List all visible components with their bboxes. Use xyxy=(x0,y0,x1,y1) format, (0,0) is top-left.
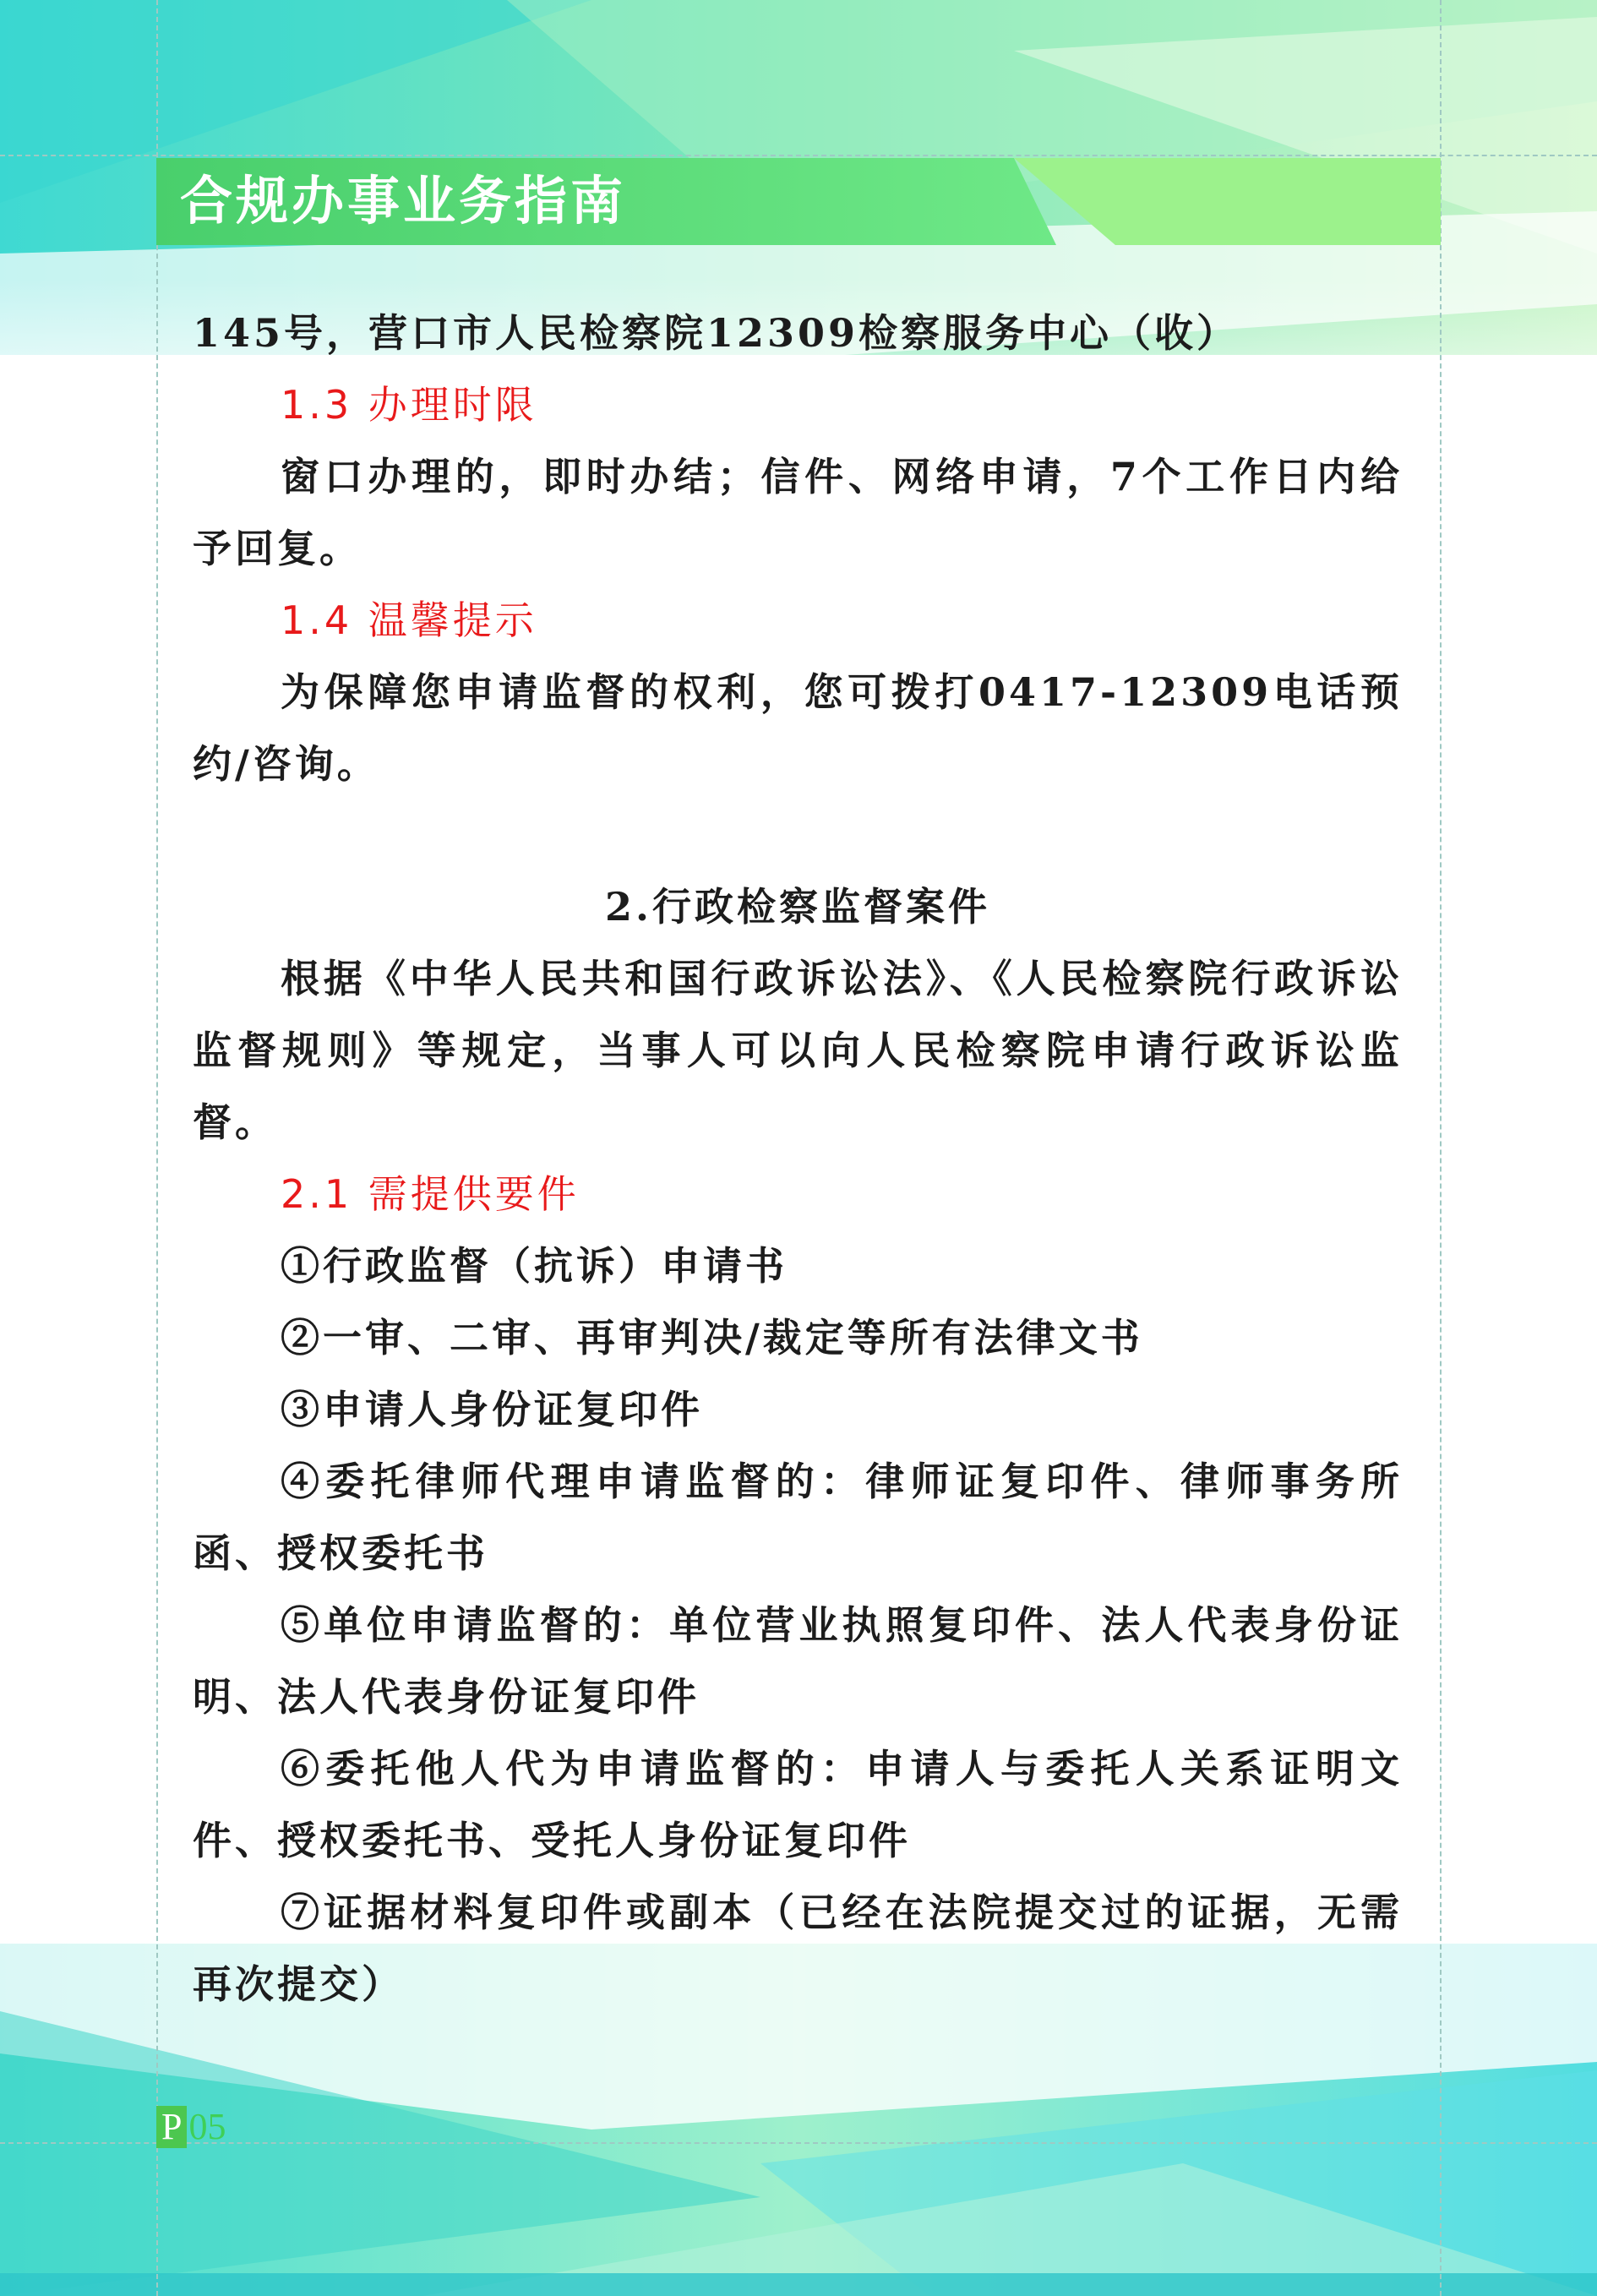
paragraph: ③申请人身份证复印件 xyxy=(281,1387,703,1432)
paragraph: ⑦证据材料复印件或副本（已经在法院提交过的证据，无需再次提交） xyxy=(193,1890,1403,2007)
paragraph: ⑥委托他人代为申请监督的：申请人与委托人关系证明文件、授权委托书、受托人身份证复印件 xyxy=(193,1746,1403,1863)
paragraph: ④委托律师代理申请监督的：律师证复印件、律师事务所函、授权委托书 xyxy=(193,1459,1403,1576)
paragraph: 窗口办理的，即时办结；信件、网络申请，7个工作日内给予回复。 xyxy=(193,454,1403,571)
subheading: 1.4 温馨提示 xyxy=(281,597,537,643)
section-title: 合规办事业务指南 xyxy=(180,170,627,232)
trim-line-right xyxy=(1440,0,1442,2296)
subheading: 1.3 办理时限 xyxy=(281,382,537,428)
trim-line-top xyxy=(0,155,1597,156)
trim-line-bottom xyxy=(0,2142,1597,2144)
section-heading: 2.行政检察监督案件 xyxy=(604,884,991,930)
paragraph: 为保障您申请监督的权利，您可拨打0417-12309电话预约/咨询。 xyxy=(193,669,1403,787)
page-footer xyxy=(156,2106,226,2148)
subheading: 2.1 需提供要件 xyxy=(281,1171,580,1217)
page-number: 05 xyxy=(188,2106,226,2147)
trim-line-left xyxy=(156,0,158,2296)
paragraph: 根据《中华人民共和国行政诉讼法》、《人民检察院行政诉讼监督规则》等规定，当事人可以向人民检察院申请行政诉讼监督。 xyxy=(193,956,1403,1145)
paragraph: 145号，营口市人民检察院12309检察服务中心（收） xyxy=(193,310,1240,356)
paragraph: ②一审、二审、再审判决/裁定等所有法律文书 xyxy=(281,1315,1143,1361)
section-gap xyxy=(193,800,1403,871)
body-text xyxy=(193,297,1403,2021)
page-letter-badge: P xyxy=(156,2106,187,2148)
paragraph: ①行政监督（抗诉）申请书 xyxy=(281,1243,788,1289)
paragraph: ⑤单位申请监督的：单位营业执照复印件、法人代表身份证明、法人代表身份证复印件 xyxy=(193,1602,1403,1720)
